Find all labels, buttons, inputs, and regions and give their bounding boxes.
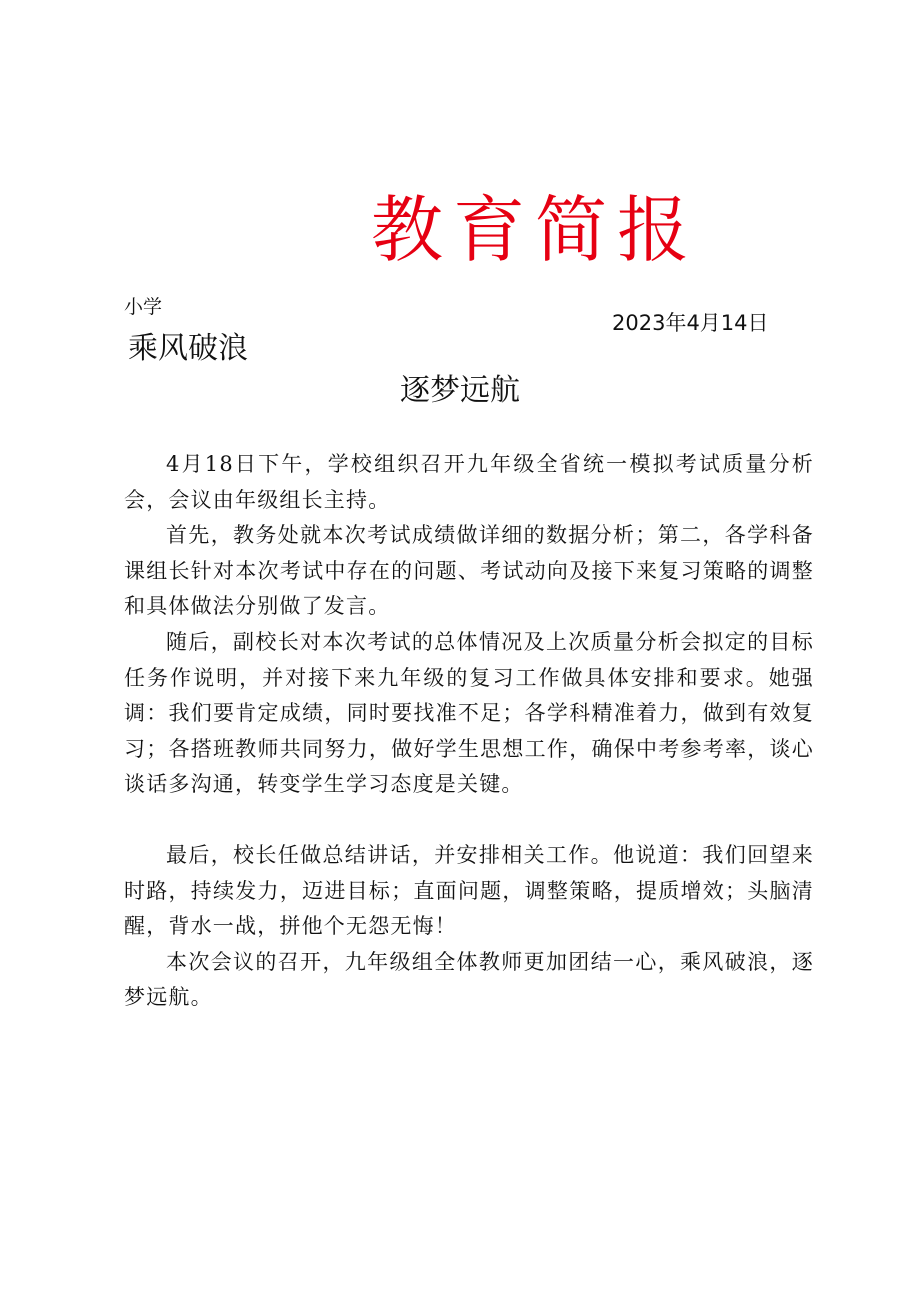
school-label: 小学: [124, 296, 163, 318]
paragraph: 最后，校长任做总结讲话，并安排相关工作。他说道：我们回望来时路，持续发力，迈进目标；直面问题，调整策略，提质增效；头脑清醒，背水一战，拼他个无怨无悔！: [124, 842, 814, 939]
paragraph: 随后，副校长对本次考试的总体情况及上次质量分析会拟定的目标任务作说明，并对接下来九年级的复习工作做具体安排和要求。她强调：我们要肯定成绩，同时要找准不足；各学科精准着力，做到有效复习；各搭班教师共同努力，做好学生思想工作，确保中考参考率，谈心谈话多沟通，转变学生学习态度是关键。: [124, 629, 814, 797]
issue-date: 2023年4月14日: [612, 311, 769, 335]
newsletter-title: 教育简报: [370, 188, 699, 272]
paragraph: 4月18日下午，学校组织召开九年级全省统一模拟考试质量分析会，会议由年级组长主持。: [124, 452, 814, 512]
paragraph: 本次会议的召开，九年级组全体教师更加团结一心，乘风破浪，逐梦远航。: [124, 949, 814, 1010]
article-body: [124, 447, 814, 1016]
headline-line-2: 逐梦远航: [400, 373, 520, 408]
headline-line-1: 乘风破浪: [128, 331, 248, 366]
paragraph: 首先，教务处就本次考试成绩做详细的数据分析；第二，各学科备课组长针对本次考试中存在的问题、考试动向及接下来复习策略的调整和具体做法分别做了发言。: [124, 523, 814, 619]
